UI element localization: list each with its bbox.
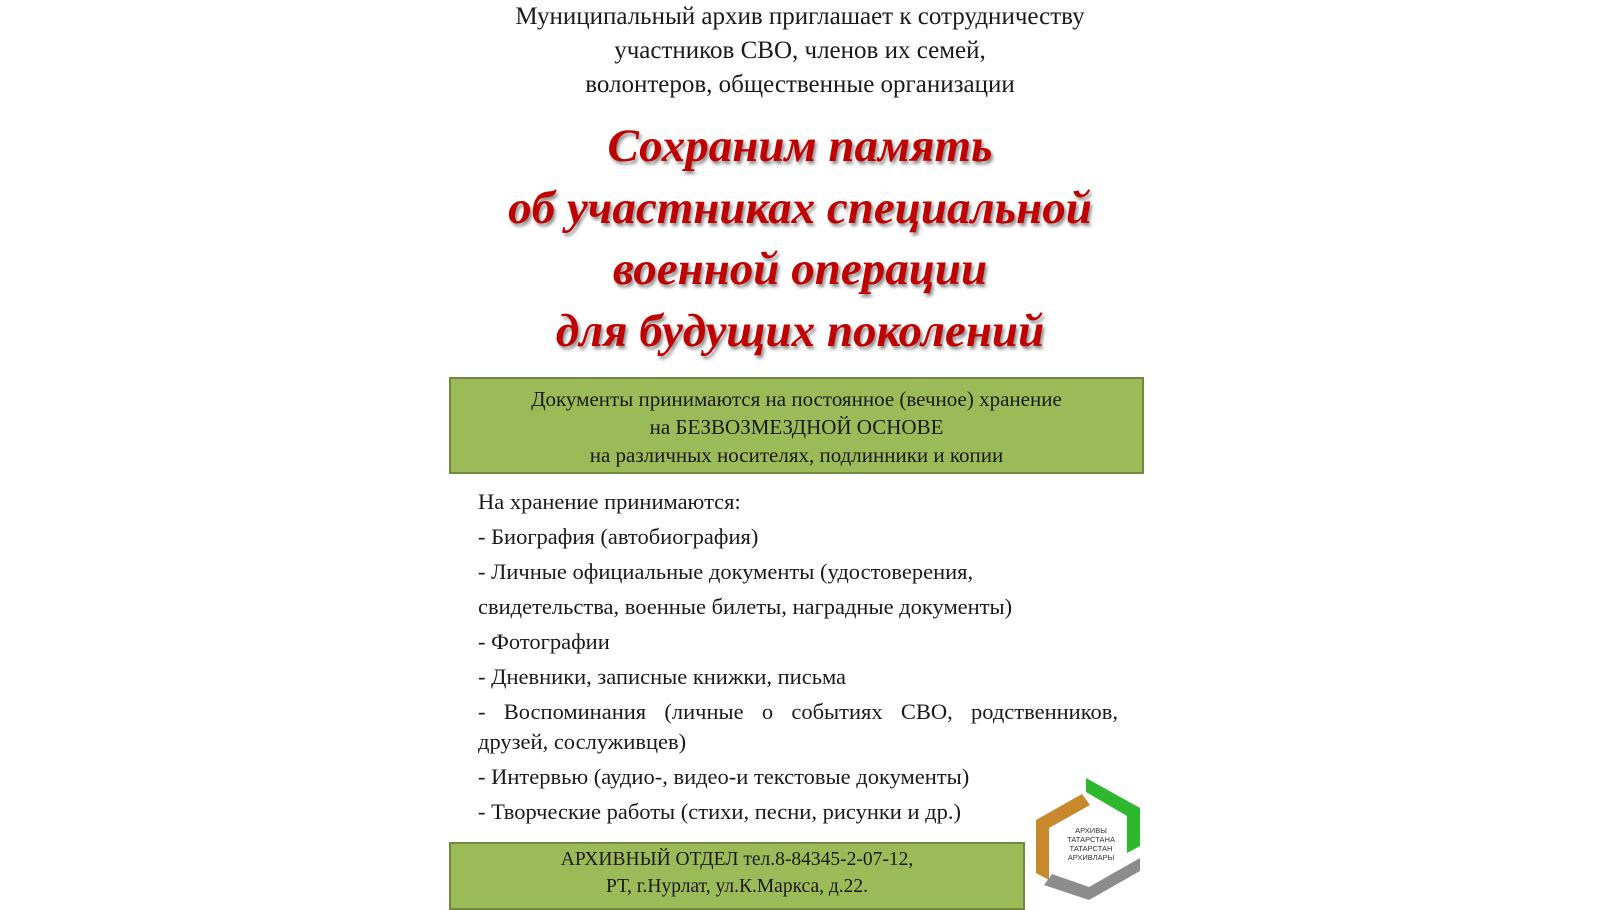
list-item-wrapped (478, 694, 1118, 759)
list-heading: На хранение принимаются: (478, 489, 741, 514)
list-item: - Фотографии (478, 629, 610, 654)
logo-text-line: АРХИВЫ (1075, 826, 1107, 835)
intro-line: участников СВО, членов их семей, (614, 37, 986, 64)
intro-line: Муниципальный архив приглашает к сотрудничеству (515, 3, 1085, 30)
logo-text-line: ТАТАРСТАН (1069, 844, 1113, 853)
logo-text-line: АРХИВЛАРЫ (1067, 853, 1115, 862)
headline-line: для будущих поколений (555, 304, 1045, 357)
intro-line: волонтеров, общественные организации (585, 71, 1015, 98)
headline-line: об участниках специальной (508, 181, 1092, 234)
contact-line: РТ, г.Нурлат, ул.К.Маркса, д.22. (605, 876, 869, 897)
list-item: друзей, сослуживцев) (478, 729, 687, 754)
info-box (449, 377, 1144, 474)
info-line: Документы принимаются на постоянное (вечное) хранение (531, 387, 1062, 411)
logo-gray-segment (1044, 858, 1140, 900)
list-item: - Биография (автобиография) (478, 524, 759, 549)
accepted-documents-list (478, 484, 1118, 829)
headline-line: военной операции (612, 243, 988, 295)
list-item: - Личные официальные документы (удостоверения, (478, 559, 974, 584)
headline-line: Сохраним память (607, 120, 993, 172)
headline (430, 116, 1170, 362)
list-item: свидетельства, военные билеты, наградные документы) (478, 594, 1013, 619)
info-line: на различных носителях, подлинники и копии (589, 443, 1004, 467)
info-line: на БЕЗВОЗМЕЗДНОЙ ОСНОВЕ (649, 415, 944, 439)
list-item: - Воспоминания (личные о событиях СВО, родственников, (478, 699, 1118, 724)
contact-line: АРХИВНЫЙ ОТДЕЛ тел.8-84345-2-07-12, (560, 849, 914, 870)
logo-text (1050, 826, 1132, 862)
intro-text (450, 0, 1150, 102)
list-item: - Дневники, записные книжки, письма (478, 664, 847, 689)
list-item: - Творческие работы (стихи, песни, рисунки и др.) (478, 799, 961, 824)
list-item: - Интервью (аудио-, видео-и текстовые документы) (478, 764, 970, 789)
logo-text-line: ТАТАРСТАНА (1067, 835, 1115, 844)
